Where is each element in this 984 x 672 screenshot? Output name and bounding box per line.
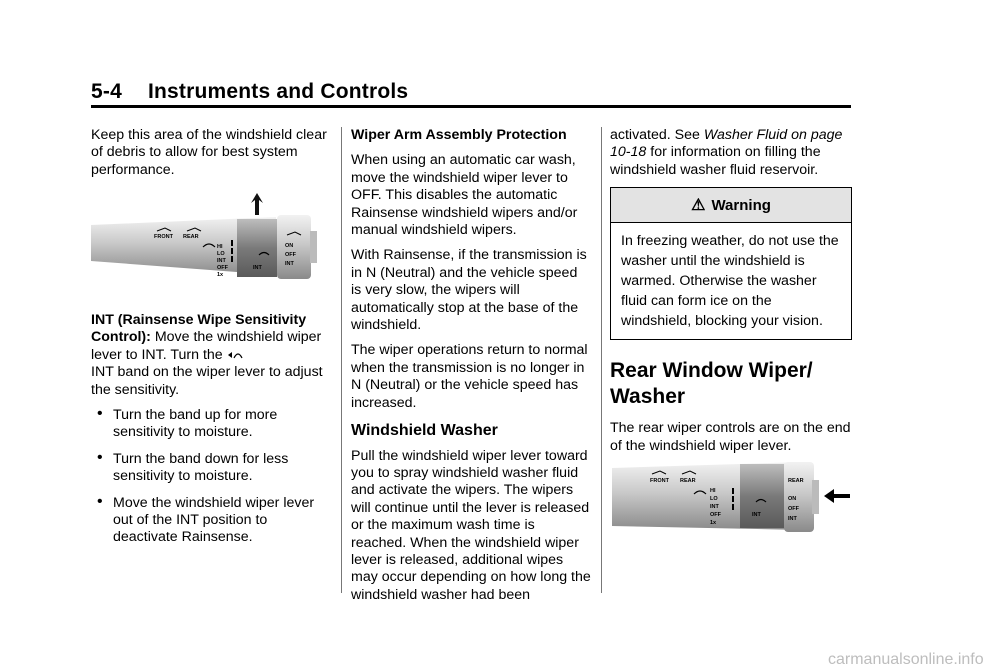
text: activated. See bbox=[610, 127, 700, 143]
int-section bbox=[91, 312, 331, 556]
label-1x: 1x bbox=[217, 272, 224, 278]
rainsense-icon bbox=[227, 348, 243, 362]
list-item: • Turn the band up for more sensitivity to moisture. bbox=[97, 405, 278, 441]
label-on: ON bbox=[788, 496, 797, 502]
label-1x: 1x bbox=[710, 520, 717, 526]
intro-paragraph: Keep this area of the windshield clear of debris to allow for best system performance. bbox=[91, 127, 327, 178]
page-title bbox=[91, 80, 851, 104]
warning-header bbox=[611, 188, 851, 223]
rear-wiper-lever-figure bbox=[612, 458, 852, 538]
label-off: OFF bbox=[217, 265, 228, 271]
label-int-band: INT bbox=[752, 512, 761, 518]
rear-wiper-heading: Rear Window Wiper/ Washer bbox=[610, 359, 813, 409]
bullet-list bbox=[91, 407, 331, 547]
page-header bbox=[91, 80, 851, 104]
label-rear: REAR bbox=[680, 478, 696, 484]
paragraph: The rear wiper controls are on the end of the windshield wiper lever. bbox=[610, 420, 851, 454]
wiper-arm-heading: Wiper Arm Assembly Protection bbox=[351, 127, 567, 143]
arrow-up-icon bbox=[251, 193, 263, 215]
column-divider bbox=[601, 127, 602, 593]
label-hi: HI bbox=[710, 488, 716, 494]
label-lo: LO bbox=[217, 251, 225, 257]
label-front: FRONT bbox=[154, 234, 173, 240]
label-front: FRONT bbox=[650, 478, 669, 484]
label-rear-int: INT bbox=[788, 516, 797, 522]
label-off: OFF bbox=[710, 512, 721, 518]
list-item: • Turn the band down for less sensitivity to moisture. bbox=[97, 448, 289, 485]
paragraph: The wiper operations return to normal when the transmission is no longer in N (Neutral) or the vehicle speed has increased. bbox=[351, 342, 588, 411]
paragraph: When using an automatic car wash, move the windshield wiper lever to OFF. This disables the automatic Rainsense windshield wipers and/or manual windshield wipers. bbox=[351, 152, 578, 239]
label-int: INT bbox=[710, 504, 719, 510]
column-2 bbox=[351, 127, 591, 612]
label-hi: HI bbox=[217, 244, 223, 250]
label-lo: LO bbox=[710, 496, 718, 502]
arrow-left-icon bbox=[824, 489, 850, 503]
header-rule bbox=[91, 105, 851, 108]
label-rear-off: OFF bbox=[285, 252, 296, 258]
int-heading: INT (Rainsense Wipe Sensitivity Control): bbox=[91, 312, 307, 346]
cross-reference-link[interactable]: Washer Fluid on page 10-18 bbox=[610, 127, 843, 161]
list-item: • Move the windshield wiper lever out of the INT position to deactivate Rainsense. bbox=[97, 492, 315, 546]
label-rear: REAR bbox=[183, 234, 199, 240]
label-int-band: INT bbox=[253, 265, 262, 271]
column-3 bbox=[610, 127, 852, 463]
warning-icon: ⚠ bbox=[691, 196, 706, 214]
column-1 bbox=[91, 127, 331, 187]
section-title: Instruments and Controls bbox=[147, 80, 409, 103]
int-text-1: Move the windshield wiper lever to INT. Turn the bbox=[91, 329, 322, 363]
paragraph: With Rainsense, if the transmission is in N (Neutral) and the vehicle speed is very slow, the wipers will automatically stop at the base of the windshield. bbox=[351, 247, 587, 334]
label-int: INT bbox=[217, 258, 226, 264]
warning-box bbox=[610, 187, 852, 340]
paragraph: Pull the windshield wiper lever toward you to spray windshield washer fluid and activate the wipers. The wipers will continue until the lever is released or the maximum wash time is reached. When the windshield wiper lever is released, additional wipes may occur depending on how long the windshield washer had been bbox=[351, 447, 591, 603]
warning-text: In freezing weather, do not use the washer until the windshield is warmed. Otherwise the washer fluid can form ice on the windshield, blocking your vision. bbox=[621, 233, 839, 330]
label-rear-int: INT bbox=[285, 261, 294, 267]
watermark: carmanualsonline.info bbox=[828, 651, 984, 668]
windshield-washer-heading: Windshield Washer bbox=[351, 422, 498, 440]
int-text-2: INT band on the wiper lever to adjust the sensitivity. bbox=[91, 364, 323, 398]
label-rear-top: REAR bbox=[788, 478, 804, 484]
warning-title: Warning bbox=[711, 196, 771, 214]
column-divider bbox=[341, 127, 342, 593]
wiper-lever-figure bbox=[91, 195, 321, 290]
text: for information on filling the windshield washer fluid reservoir. bbox=[610, 144, 821, 178]
label-rear-off: OFF bbox=[788, 506, 799, 512]
page-number: 5-4 bbox=[91, 80, 122, 103]
label-on: ON bbox=[285, 243, 294, 249]
